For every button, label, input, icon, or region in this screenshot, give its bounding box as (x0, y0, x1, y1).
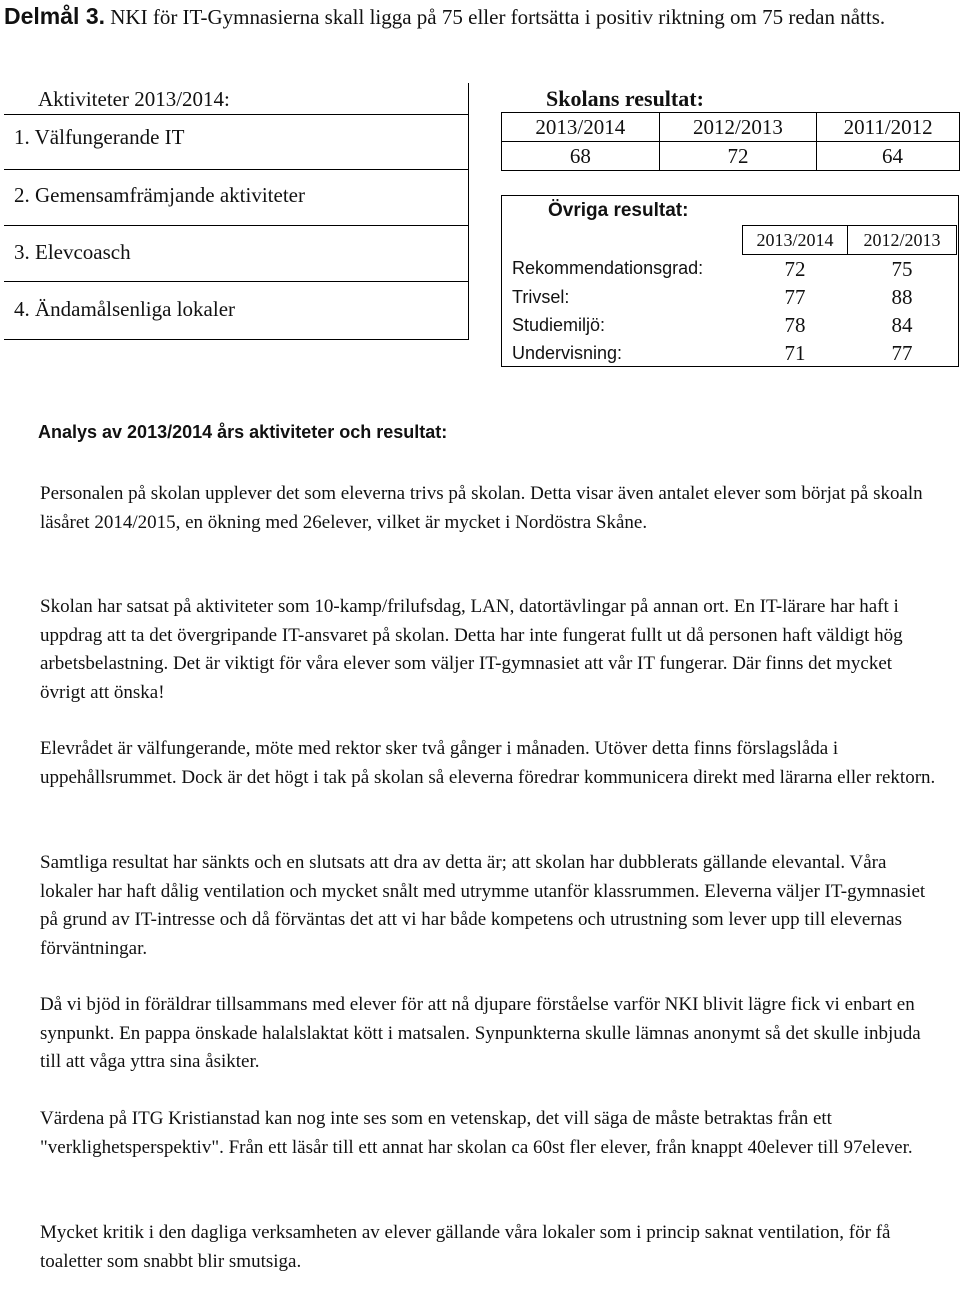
analysis-title: Analys av 2013/2014 års aktiviteter och resultat: (38, 422, 448, 442)
row-value: 77 (891, 340, 913, 365)
activity-item: 3. Elevcoasch (14, 240, 131, 264)
row-value: 72 (784, 256, 806, 281)
divider (4, 281, 468, 282)
row-label: Undervisning: (512, 342, 623, 363)
row-value: 78 (784, 312, 806, 337)
analysis-paragraph: Personalen på skolan upplever det som eleverna trivs på skolan. Detta visar även antalet elever som börjat på skoaln läsåret 2014/2015, en ökning med 26elever, vilket är mycket i Nordöstra Skåne. (40, 483, 923, 533)
row-value: 75 (891, 256, 913, 281)
analysis-paragraph: Samtliga resultat har sänkts och en slutsats att dra av detta är; att skolan har dubblerats gällande elevantal. Våra lokaler har haft dålig ventilation och mycket snålt med utrymme utanför klassrummen. Eleverna väljer IT-gymnasiet på grund av IT-intresse och då förväntas det att vi har både kompetens och utrustning som lever upp till elevernas förväntningar. (40, 852, 926, 959)
result-value: 64 (817, 142, 960, 171)
year-header: 2011/2012 (817, 113, 960, 142)
analysis-paragraph: Mycket kritik i den dagliga verksamheten av elever gällande våra lokaler som i princip saknat ventilation, för få toaletter som snabbt blir smutsiga. (40, 1222, 891, 1272)
divider (4, 225, 468, 226)
analysis-paragraph: Elevrådet är välfungerande, möte med rektor sker två gånger i månaden. Utöver detta finns förslagslåda i uppehållsrummet. Dock är det högt i tak på skolan så eleverna föredrar kommunicera direkt med lärarna eller rektorn. (40, 738, 936, 788)
row-value: 84 (891, 312, 913, 337)
section-heading (4, 2, 954, 31)
divider (4, 114, 468, 115)
row-label: Studiemiljö: (512, 314, 606, 335)
row-label: Trivsel: (512, 286, 570, 307)
activity-item: 2. Gemensamfrämjande aktiviteter (14, 183, 305, 207)
result-value: 72 (659, 142, 817, 171)
school-results-table (501, 112, 960, 171)
delmal-label: Delmål 3. (4, 3, 105, 29)
year-header: 2013/2014 (502, 113, 660, 142)
other-results-title: Övriga resultat: (548, 200, 689, 221)
analysis-paragraph: Värdena på ITG Kristianstad kan nog inte ses som en vetenskap, det vill säga de måste betraktas från ett "verklighetsperspektiv". Från ett läsår till ett annat har skolan ca 60st fler elever, från knappt 40elever till 97elever. (40, 1108, 913, 1158)
other-results-box (501, 195, 959, 367)
result-value: 68 (502, 142, 660, 171)
activity-item: 4. Ändamålsenliga lokaler (14, 297, 236, 321)
table-row (502, 311, 957, 339)
row-value: 77 (784, 284, 806, 309)
table-row (502, 255, 957, 284)
year-header: 2012/2013 (659, 113, 817, 142)
table-row (502, 339, 957, 367)
other-results-table (502, 225, 957, 367)
year-header: 2013/2014 (743, 226, 848, 255)
row-value: 88 (891, 284, 913, 309)
row-value: 71 (784, 340, 806, 365)
year-header: 2012/2013 (848, 226, 957, 255)
row-label: Rekommendationsgrad: (512, 258, 704, 279)
divider (4, 169, 468, 170)
activity-item: 1. Välfungerande IT (14, 125, 185, 149)
delmal-text: NKI för IT-Gymnasierna skall ligga på 75 eller fortsätta i positiv riktning om 75 redan nåtts. (110, 5, 886, 29)
analysis-paragraph: Då vi bjöd in föräldrar tillsammans med elever för att nå djupare förståelse varför NKI blivit lägre fick vi enbart en synpunkt. En pappa önskade halalslaktat kött i matsalen. Synpunkterna skulle lämnas anonymt så det skulle inbjuda till att våga yttra sina åsikter. (40, 994, 921, 1072)
school-results-title: Skolans resultat: (546, 86, 704, 111)
activities-title: Aktiviteter 2013/2014: (38, 87, 230, 111)
activities-box (4, 83, 469, 340)
analysis-paragraph: Skolan har satsat på aktiviteter som 10-kamp/frilufsdag, LAN, datortävlingar på annan ort. En IT-lärare har haft i uppdrag att ta det övergripande IT-ansvaret på skolan. Detta har inte fungerat fullt ut då personen haft väldigt hög arbetsbelastning. Det är viktigt för våra elever som väljer IT-gymnasiet att vår IT fungerar. Där finns det mycket övrigt att önska! (40, 596, 903, 703)
table-row (502, 283, 957, 311)
